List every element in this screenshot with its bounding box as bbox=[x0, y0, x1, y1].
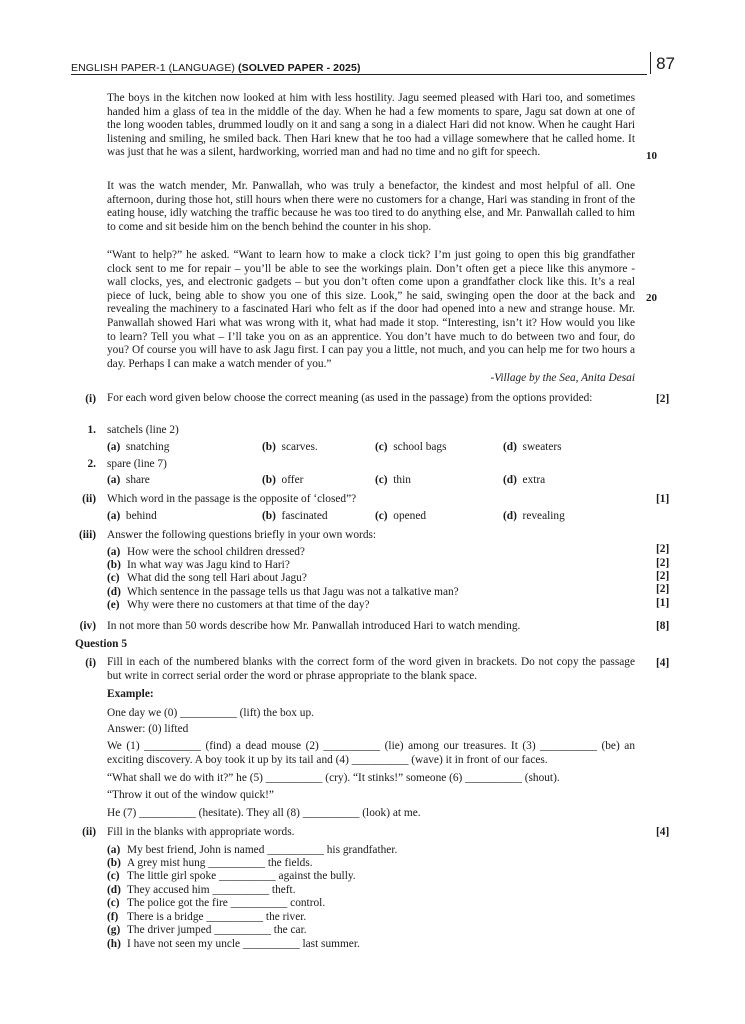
q5-i-instructions: Fill in each of the numbered blanks with the correct form of the word given in brackets. Do not copy the passage but write in correct serial order the word or phrase appropriate to the blank space. bbox=[107, 656, 635, 682]
q5-i-example-line: One day we (0) __________ (lift) the box up. bbox=[107, 707, 314, 719]
paper-title-bold: (SOLVED PAPER - 2025) bbox=[238, 62, 361, 74]
q5-ii-item-a: (a) My best friend, John is named __________ his grandfather. bbox=[107, 844, 398, 856]
q5-ii-item-f: (f) There is a bridge __________ the river. bbox=[107, 911, 307, 923]
q5-i-passage-line-4: He (7) __________ (hesitate). They all (8) __________ (look) at me. bbox=[107, 807, 421, 819]
question-iii-item-b: (b) In what way was Jagu kind to Hari? bbox=[107, 559, 290, 571]
q5-ii-number: (ii) bbox=[82, 826, 96, 838]
item-1-number: 1. bbox=[87, 424, 96, 436]
paper-title bbox=[71, 62, 361, 74]
item-1-option-a: (a) snatching bbox=[107, 441, 170, 453]
page-number: 87 bbox=[656, 54, 675, 73]
question-iii-text: Answer the following questions briefly in your own words: bbox=[107, 529, 377, 541]
question-iii-item-d-marks: [2] bbox=[656, 583, 670, 595]
question-iii-item-e: (e) Why were there no customers at that time of the day? bbox=[107, 599, 370, 611]
item-2-option-b: (b) offer bbox=[262, 474, 304, 486]
q5-i-passage-line-3: “Throw it out of the window quick!” bbox=[107, 789, 274, 801]
question-iv-number: (iv) bbox=[79, 620, 96, 632]
item-1-option-c: (c) school bags bbox=[375, 441, 447, 453]
question-ii-option-d: (d) revealing bbox=[503, 510, 565, 522]
passage-citation: -Village by the Sea, Anita Desai bbox=[490, 372, 635, 384]
q5-ii-item-h: (h) I have not seen my uncle __________ last summer. bbox=[107, 938, 360, 950]
q5-ii-marks: [4] bbox=[656, 826, 670, 838]
item-2-option-a: (a) share bbox=[107, 474, 150, 486]
question-iii-item-d: (d) Which sentence in the passage tells us that Jagu was not a talkative man? bbox=[107, 586, 459, 598]
question-ii-option-c: (c) opened bbox=[375, 510, 427, 522]
q5-i-answer-line: Answer: (0) lifted bbox=[107, 723, 189, 735]
passage-paragraph-2: It was the watch mender, Mr. Panwallah, who was truly a benefactor, the kindest and most helpful of all. One afternoon, during those hot, still hours when there were no customers for a change, Hari was standing in front of the eating house, idly watching the traffic because he was too tired to do anything else, and Mr. Panwallah called to him to come and sit beside him on the bench behind the counter in his shop. bbox=[107, 180, 635, 233]
question-iv-marks: [8] bbox=[656, 620, 670, 632]
q5-i-number: (i) bbox=[85, 657, 96, 669]
header-bracket bbox=[650, 52, 651, 74]
line-number-20: 20 bbox=[646, 292, 657, 304]
q5-ii-instructions: Fill in the blanks with appropriate words. bbox=[107, 826, 295, 838]
q5-ii-item-c: (c) The little girl spoke __________ against the bully. bbox=[107, 870, 356, 882]
line-number-10: 10 bbox=[646, 150, 657, 162]
item-1-word: satchels (line 2) bbox=[107, 424, 179, 436]
question-iii-item-c: (c) What did the song tell Hari about Jagu? bbox=[107, 572, 307, 584]
question-i-marks: [2] bbox=[656, 393, 670, 405]
item-2-word: spare (line 7) bbox=[107, 458, 167, 470]
item-2-number: 2. bbox=[87, 458, 96, 470]
question-ii-option-a: (a) behind bbox=[107, 510, 157, 522]
item-1-option-b: (b) scarves. bbox=[262, 441, 318, 453]
question-5-heading: Question 5 bbox=[75, 638, 127, 650]
question-iii-number: (iii) bbox=[78, 529, 96, 541]
question-ii-option-b: (b) fascinated bbox=[262, 510, 328, 522]
page-header bbox=[71, 54, 677, 78]
question-iii-item-a-marks: [2] bbox=[656, 543, 670, 555]
question-iii-item-e-marks: [1] bbox=[656, 597, 670, 609]
header-rule bbox=[71, 74, 647, 75]
question-iii-item-c-marks: [2] bbox=[656, 570, 670, 582]
item-2-option-c: (c) thin bbox=[375, 474, 411, 486]
q5-ii-item-d: (d) They accused him __________ theft. bbox=[107, 884, 296, 896]
question-ii-text: Which word in the passage is the opposite of ‘closed”? bbox=[107, 493, 357, 505]
paper-title-plain: ENGLISH PAPER-1 (LANGUAGE) bbox=[71, 62, 239, 74]
question-iv-text: In not more than 50 words describe how Mr. Panwallah introduced Hari to watch mending. bbox=[107, 620, 521, 632]
q5-ii-item-b: (b) A grey mist hung __________ the fields. bbox=[107, 857, 313, 869]
passage-paragraph-1: The boys in the kitchen now looked at him with less hostility. Jagu seemed pleased with Hari too, and sometimes handed him a glass of tea in the middle of the day. When he had a few moments to spare, Jagu sat down at one of the long wooden tables, drummed loudly on it and sang a song in a dialect Hari did not know. When he caught Hari listening and smiling, he smiled back. Then Hari knew that he too had a village somewhere that he called home. It was just that he was a silent, hardworking, worried man and had no time and no gift for speech. bbox=[107, 92, 635, 159]
q5-i-passage-line-2: “What shall we do with it?” he (5) __________ (cry). “It stinks!” someone (6) __________ (shout). bbox=[107, 772, 560, 784]
item-1-option-d: (d) sweaters bbox=[503, 441, 562, 453]
passage-paragraph-3: “Want to help?” he asked. “Want to learn how to make a clock tick? I’m just going to open this big grandfather clock sent to me for repair – you’ll be able to see the workings plain. Don’t often get a piece like this anymore - wall clocks, yes, and electronic gadgets – but you don’t often come upon a grandfather clock like this. It’s a real piece of luck, being able to show you one of this size. Look,” he said, swinging open the door at the back and revealing the machinery to a fascinated Hari who felt as if the door had opened into a new and strange house. Mr. Panwallah showed Hari what was wrong with it, what had made it stop. “Interesting, isn’t it? How would you like to learn? Tell you what – I’ll take you on as an apprentice. You don’t have much to do between two and four, do you? Of course you will have to ask Jagu first. I can pay you a little, not much, and you can help me for two hours a day. Perhaps I can make a watch mender of you.” bbox=[107, 249, 635, 370]
question-i-text: For each word given below choose the correct meaning (as used in the passage) from the options provided: bbox=[107, 392, 593, 404]
q5-i-marks: [4] bbox=[656, 657, 670, 669]
q5-i-example-label: Example: bbox=[107, 688, 154, 700]
q5-i-passage-line-1: We (1) __________ (find) a dead mouse (2) __________ (lie) among our treasures. It (3) __________ (be) an exciting discovery. A boy took it up by its tail and (4) __________ (wave) it in front of our faces. bbox=[107, 740, 635, 766]
item-2-option-d: (d) extra bbox=[503, 474, 546, 486]
question-ii-number: (ii) bbox=[82, 493, 96, 505]
q5-ii-item-g: (g) The driver jumped __________ the car. bbox=[107, 924, 307, 936]
q5-ii-item-e: (c) The police got the fire __________ control. bbox=[107, 897, 326, 909]
question-iii-item-a: (a) How were the school children dressed? bbox=[107, 546, 305, 558]
question-ii-marks: [1] bbox=[656, 493, 670, 505]
question-i-number: (i) bbox=[85, 393, 96, 405]
question-iii-item-b-marks: [2] bbox=[656, 557, 670, 569]
